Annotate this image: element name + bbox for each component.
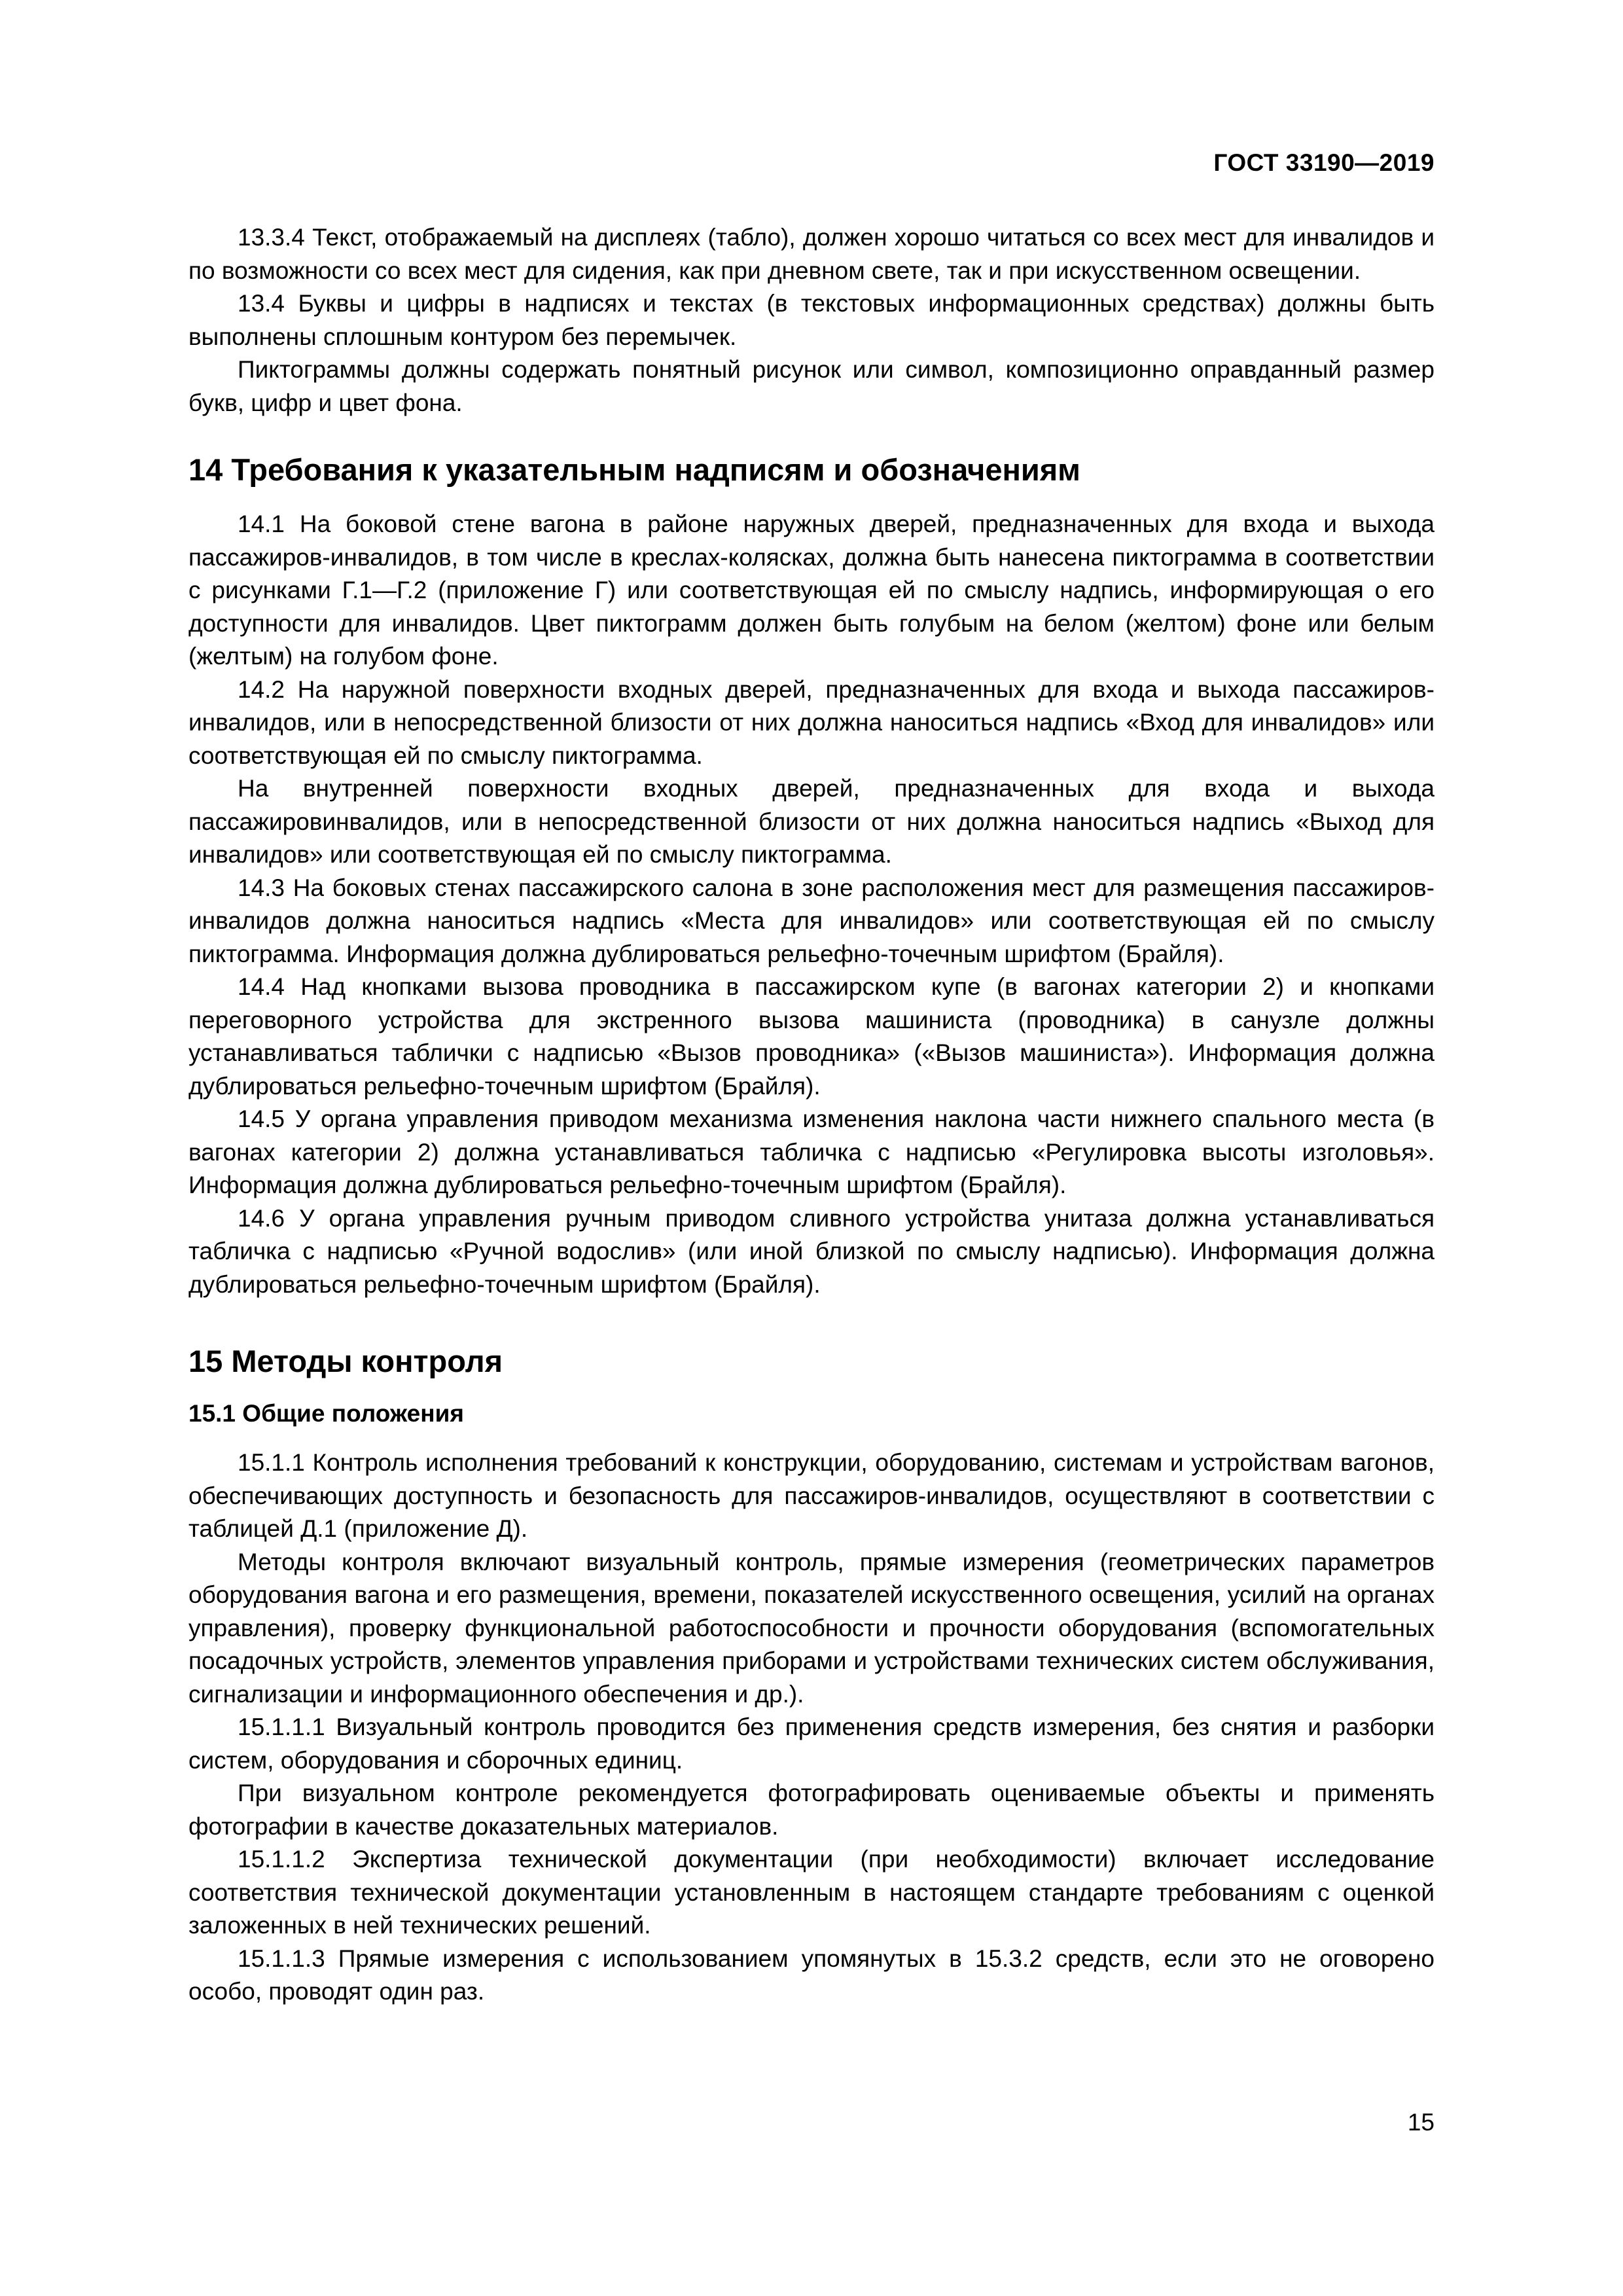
- section-14-heading: 14 Требования к указательным надписям и обозначениям: [188, 452, 1080, 487]
- paragraph-14-1: 14.1 На боковой стене вагона в районе наружных дверей, предназначенных для входа и выхода пассажиров-инвалидов, в том числе в креслах-колясках, должна быть нанесена пиктограмма в соответствии с рисунками Г.1—Г.2 (приложение Г) или соответствующая ей по смыслу надпись, информирующая о его доступности для инвалидов. Цвет пиктограмм должен быть голубым на белом (желтом) фоне или белым (желтым) на голубом фоне.: [188, 511, 1435, 670]
- paragraph-15-1-1-3: 15.1.1.3 Прямые измерения с использованием упомянутых в 15.3.2 средств, если это не оговорено особо, проводят один раз.: [188, 1945, 1435, 2005]
- paragraph-pictograms: Пиктограммы должны содержать понятный рисунок или символ, композиционно оправданный размер букв, цифр и цвет фона.: [188, 356, 1435, 416]
- paragraph-control-methods: Методы контроля включают визуальный контроль, прямые измерения (геометрических параметров оборудования вагона и его размещения, времени, показателей искусственного освещения, усилий на органах управления), проверку функциональной работоспособности и прочности оборудования (вспомогательных посадочных устройств, элементов управления приборами и устройствами технических систем обслуживания, сигнализации и информационного обеспечения и др.).: [188, 1548, 1435, 1708]
- paragraph-14-2-inner: На внутренней поверхности входных дверей, предназначенных для входа и выхода пассажировинвалидов, или в непосредственной близости от них должна наноситься надпись «Выход для инвалидов» или соответствующая ей по смыслу пиктограмма.: [188, 775, 1435, 868]
- paragraph-15-1-1-1: 15.1.1.1 Визуальный контроль проводится без применения средств измерения, без снятия и разборки систем, оборудования и сборочных единиц.: [188, 1713, 1435, 1774]
- subsection-15-1-heading: 15.1 Общие положения: [188, 1400, 464, 1427]
- paragraph-visual-photo: При визуальном контроле рекомендуется фотографировать оцениваемые объекты и применять фотографии в качестве доказательных материалов.: [188, 1780, 1435, 1840]
- paragraph-14-5: 14.5 У органа управления приводом механизма изменения наклона части нижнего спального места (в вагонах категории 2) должна устанавливаться табличка с надписью «Регулировка высоты изголовья». Информация должна дублироваться рельефно-точечным шрифтом (Брайля).: [188, 1105, 1435, 1198]
- paragraph-15-1-1-2: 15.1.1.2 Экспертиза технической документации (при необходимости) включает исследование соответствия технической документации установленным в настоящем стандарте требованиям с оценкой заложенных в ней технических решений.: [188, 1846, 1435, 1939]
- paragraph-14-4: 14.4 Над кнопками вызова проводника в пассажирском купе (в вагонах категории 2) и кнопками переговорного устройства для экстренного вызова машиниста (проводника) в санузле должны устанавливаться таблички с надписью «Вызов проводника» («Вызов машиниста»). Информация должна дублироваться рельефно-точечным шрифтом (Брайля).: [188, 973, 1435, 1100]
- paragraph-14-6: 14.6 У органа управления ручным приводом сливного устройства унитаза должна устанавливаться табличка с надписью «Ручной водослив» (или иной близкой по смыслу надписью). Информация должна дублироваться рельефно-точечным шрифтом (Брайля).: [188, 1204, 1435, 1298]
- paragraph-13-4: 13.4 Буквы и цифры в надписях и текстах (в текстовых информационных средствах) должны быть выполнены сплошным контуром без перемычек.: [188, 290, 1435, 350]
- paragraph-15-1-1: 15.1.1 Контроль исполнения требований к конструкции, оборудованию, системам и устройствам вагонов, обеспечивающих доступность и безопасность для пассажиров-инвалидов, осуществляют в соответствии с таблицей Д.1 (приложение Д).: [188, 1449, 1435, 1542]
- page-number: 15: [1407, 2109, 1435, 2136]
- page-content: [188, 221, 1435, 2009]
- paragraph-13-3-4: 13.3.4 Текст, отображаемый на дисплеях (табло), должен хорошо читаться со всех мест для инвалидов и по возможности со всех мест для сидения, как при дневном свете, так и при искусственном освещении.: [188, 224, 1435, 284]
- document-id-header: ГОСТ 33190—2019: [1213, 149, 1435, 176]
- paragraph-14-2: 14.2 На наружной поверхности входных дверей, предназначенных для входа и выхода пассажиров-инвалидов, или в непосредственной близости от них должна наноситься надпись «Вход для инвалидов» или соответствующая ей по смыслу пиктограмма.: [188, 675, 1435, 769]
- paragraph-14-3: 14.3 На боковых стенах пассажирского салона в зоне расположения мест для размещения пассажиров-инвалидов должна наноситься надпись «Места для инвалидов» или соответствующая ей по смыслу пиктограмма. Информация должна дублироваться рельефно-точечным шрифтом (Брайля).: [188, 874, 1435, 967]
- section-15-heading: 15 Методы контроля: [188, 1344, 503, 1378]
